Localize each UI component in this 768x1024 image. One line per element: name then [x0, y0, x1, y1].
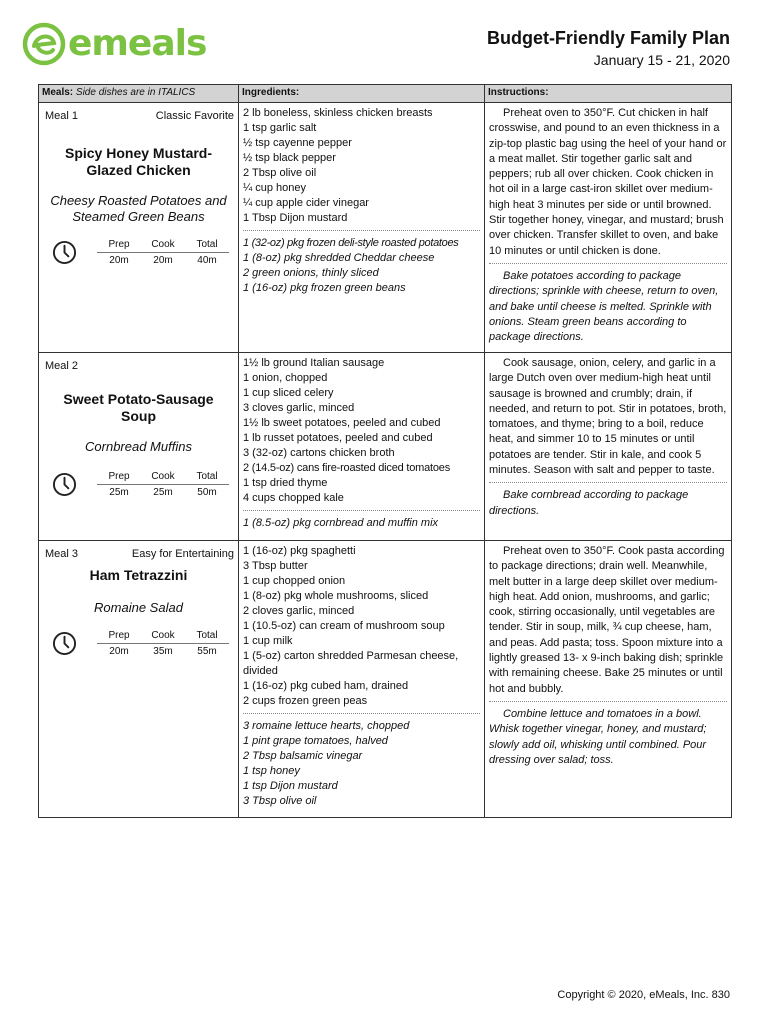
- time-summary: [39, 471, 238, 498]
- clock-icon: [52, 240, 77, 265]
- ingredient: 3 cloves garlic, minced: [243, 402, 355, 414]
- ingredient: 3 (32-oz) cartons chicken broth: [243, 447, 395, 459]
- cook-time: 25m: [153, 487, 173, 498]
- total-label: Total: [196, 630, 218, 641]
- ingredient: ½ tsp black pepper: [243, 152, 336, 164]
- side-ingredient: 1 pint grape tomatoes, halved: [243, 735, 388, 747]
- table-header-row: [39, 85, 732, 103]
- side-ingredient: 2 green onions, thinly sliced: [243, 267, 379, 279]
- side-ingredient: 3 romaine lettuce hearts, chopped: [243, 720, 410, 732]
- meal-label: Meal 3: [45, 548, 79, 560]
- ingredients-cell: [239, 103, 485, 353]
- ingredient: 2 cloves garlic, minced: [243, 605, 355, 617]
- meal-name: Spicy Honey Mustard-Glazed Chicken: [64, 145, 213, 178]
- meal-row-3: [39, 541, 732, 818]
- meal-tag: Easy for Entertaining: [131, 548, 234, 560]
- total-label: Total: [196, 239, 218, 250]
- side-ingredient: 1 (8.5-oz) pkg cornbread and muffin mix: [243, 517, 439, 529]
- ingredient: 1 Tbsp Dijon mustard: [243, 212, 348, 224]
- meal-label: Meal 2: [45, 360, 79, 372]
- time-summary: [39, 239, 238, 266]
- main-instructions: Preheat oven to 350°F. Cut chicken in half crosswise, and pound to an even thickness in a zip-top plastic bag using the heel of your hand or a meat mallet. Stir together garlic salt and peppers; rub all over chicken. Cook chicken in hot oil in a large cast-iron skillet over medium-high heat 3 minutes per side or until browned. Stir together honey, vinegar, and mustard; brush over chicken. Transfer skillet to oven, and bake 10 minutes or until chicken is done.: [489, 107, 727, 257]
- meals-header-note: Side dishes are in ITALICS: [75, 87, 196, 98]
- side-dish-name: Cornbread Muffins: [85, 439, 192, 454]
- instructions-cell: [485, 353, 732, 541]
- cook-label: Cook: [151, 630, 175, 641]
- total-time: 40m: [197, 255, 217, 266]
- prep-time: 20m: [109, 255, 129, 266]
- total-time: 55m: [197, 646, 217, 657]
- total-label: Total: [196, 471, 218, 482]
- cook-label: Cook: [151, 239, 175, 250]
- side-ingredient: 1 (8-oz) pkg shredded Cheddar cheese: [243, 252, 435, 264]
- main-instructions: Cook sausage, onion, celery, and garlic in a large Dutch oven over medium-high heat until sausage is browned and crumbly; drain, if needed, and return to pot. Stir in potatoes, broth, tomatoes, and thyme; bring to a boil, reduce heat, and simmer 10 to 15 minutes or until potatoes are tender. Stir in kale, and cook 5 minutes. Season with salt and pepper to taste.: [489, 357, 727, 477]
- meal-row-2: [39, 353, 732, 541]
- ingredient: 1 tsp dried thyme: [243, 477, 328, 489]
- ingredient: 1 tsp garlic salt: [243, 122, 317, 134]
- meal-tag: Classic Favorite: [155, 110, 234, 122]
- clock-icon: [52, 472, 77, 497]
- meal-cell: [39, 103, 239, 353]
- plan-dates: January 15 - 21, 2020: [593, 52, 730, 68]
- ingredient: 1½ lb ground Italian sausage: [243, 357, 385, 369]
- ingredient: 1 (16-oz) pkg spaghetti: [243, 545, 356, 557]
- side-ingredient: 1 (32-oz) pkg frozen deli-style roasted potatoes: [243, 237, 459, 249]
- ingredient: 2 cups frozen green peas: [243, 695, 368, 707]
- side-divider: [489, 263, 727, 264]
- ingredient: 1 (16-oz) pkg cubed ham, drained: [243, 680, 409, 692]
- emeals-leaf-icon: [22, 22, 66, 66]
- meal-cell: [39, 353, 239, 541]
- side-divider: [489, 701, 727, 702]
- copyright-notice: Copyright © 2020, eMeals, Inc. 830: [557, 989, 730, 1001]
- emeals-logo: [22, 22, 206, 66]
- meal-name: Sweet Potato-Sausage Soup: [63, 391, 214, 424]
- ingredient: 2 (14.5-oz) cans fire-roasted diced tomatoes: [243, 462, 451, 474]
- side-dish-name: Romaine Salad: [94, 600, 183, 615]
- ingredients-column-header: Ingredients:: [239, 85, 485, 103]
- side-divider: [243, 510, 480, 511]
- ingredient: ¼ cup honey: [243, 182, 306, 194]
- ingredient: 1 (10.5-oz) can cream of mushroom soup: [243, 620, 445, 632]
- main-instructions: Preheat oven to 350°F. Cook pasta according to package directions; drain well. Meanwhile, melt butter in a large deep skillet over medium-high heat. Add onion, mushrooms, and garlic; cook, stirring occasionally, until vegetables are tender. Stir in soup, milk, ¾ cup cheese, ham, and peas. Add pasta; toss. Spoon mixture into a lightly greased 13- x 9-inch baking dish; sprinkle with remaining cheese. Bake 25 minutes or until hot and bubbly.: [489, 545, 725, 695]
- meal-cell: [39, 541, 239, 818]
- side-ingredient: 1 tsp honey: [243, 765, 300, 777]
- side-instructions: Bake potatoes according to package directions; sprinkle with cheese, return to oven, and bake until cheese is melted. Sprinkle with onions. Steam green beans according to package directions.: [489, 269, 719, 344]
- ingredient: 1 lb russet potatoes, peeled and cubed: [243, 432, 433, 444]
- meals-column-header: [39, 85, 239, 103]
- ingredient: 2 lb boneless, skinless chicken breasts: [243, 107, 433, 119]
- side-divider: [489, 482, 727, 483]
- cook-label: Cook: [151, 471, 175, 482]
- clock-icon: [52, 631, 77, 656]
- meal-plan-table: [38, 84, 732, 818]
- plan-header: [487, 28, 730, 68]
- instructions-column-header: Instructions:: [485, 85, 732, 103]
- instructions-cell: [485, 103, 732, 353]
- meals-header-label: Meals:: [42, 87, 74, 98]
- side-instructions: Combine lettuce and tomatoes in a bowl. Whisk together vinegar, honey, and mustard; slowly add oil, whisking until combined. Pour dressing over salad; toss.: [489, 707, 707, 766]
- side-ingredient: 1 tsp Dijon mustard: [243, 780, 338, 792]
- prep-label: Prep: [108, 239, 130, 250]
- prep-label: Prep: [108, 471, 130, 482]
- ingredient: 1 cup chopped onion: [243, 575, 346, 587]
- side-ingredient: 3 Tbsp olive oil: [243, 795, 317, 807]
- ingredient: 3 Tbsp butter: [243, 560, 308, 572]
- ingredient: ½ tsp cayenne pepper: [243, 137, 352, 149]
- ingredient: ¼ cup apple cider vinegar: [243, 197, 369, 209]
- ingredient: 1 onion, chopped: [243, 372, 328, 384]
- side-divider: [243, 713, 480, 714]
- side-ingredient: 2 Tbsp balsamic vinegar: [243, 750, 363, 762]
- side-instructions: Bake cornbread according to package directions.: [489, 489, 689, 517]
- side-ingredient: 1 (16-oz) pkg frozen green beans: [243, 282, 406, 294]
- ingredient: 2 Tbsp olive oil: [243, 167, 317, 179]
- ingredient: 1 (5-oz) carton shredded Parmesan cheese, divided: [243, 650, 459, 677]
- side-dish-name: Cheesy Roasted Potatoes and Steamed Green Beans: [50, 193, 227, 224]
- brand-name: emeals: [68, 23, 207, 64]
- ingredients-cell: [239, 353, 485, 541]
- prep-time: 20m: [109, 646, 129, 657]
- prep-label: Prep: [108, 630, 130, 641]
- instructions-cell: [485, 541, 732, 818]
- prep-time: 25m: [109, 487, 129, 498]
- ingredient: 1 cup sliced celery: [243, 387, 334, 399]
- meal-name: Ham Tetrazzini: [89, 567, 188, 583]
- ingredients-cell: [239, 541, 485, 818]
- meal-row-1: [39, 103, 732, 353]
- ingredient: 1½ lb sweet potatoes, peeled and cubed: [243, 417, 441, 429]
- ingredient: 1 cup milk: [243, 635, 293, 647]
- ingredient: 4 cups chopped kale: [243, 492, 344, 504]
- plan-title: Budget-Friendly Family Plan: [486, 28, 730, 48]
- total-time: 50m: [197, 487, 217, 498]
- time-summary: [39, 630, 238, 657]
- ingredient: 1 (8-oz) pkg whole mushrooms, sliced: [243, 590, 429, 602]
- side-divider: [243, 230, 480, 231]
- cook-time: 20m: [153, 255, 173, 266]
- cook-time: 35m: [153, 646, 173, 657]
- meal-label: Meal 1: [45, 110, 79, 122]
